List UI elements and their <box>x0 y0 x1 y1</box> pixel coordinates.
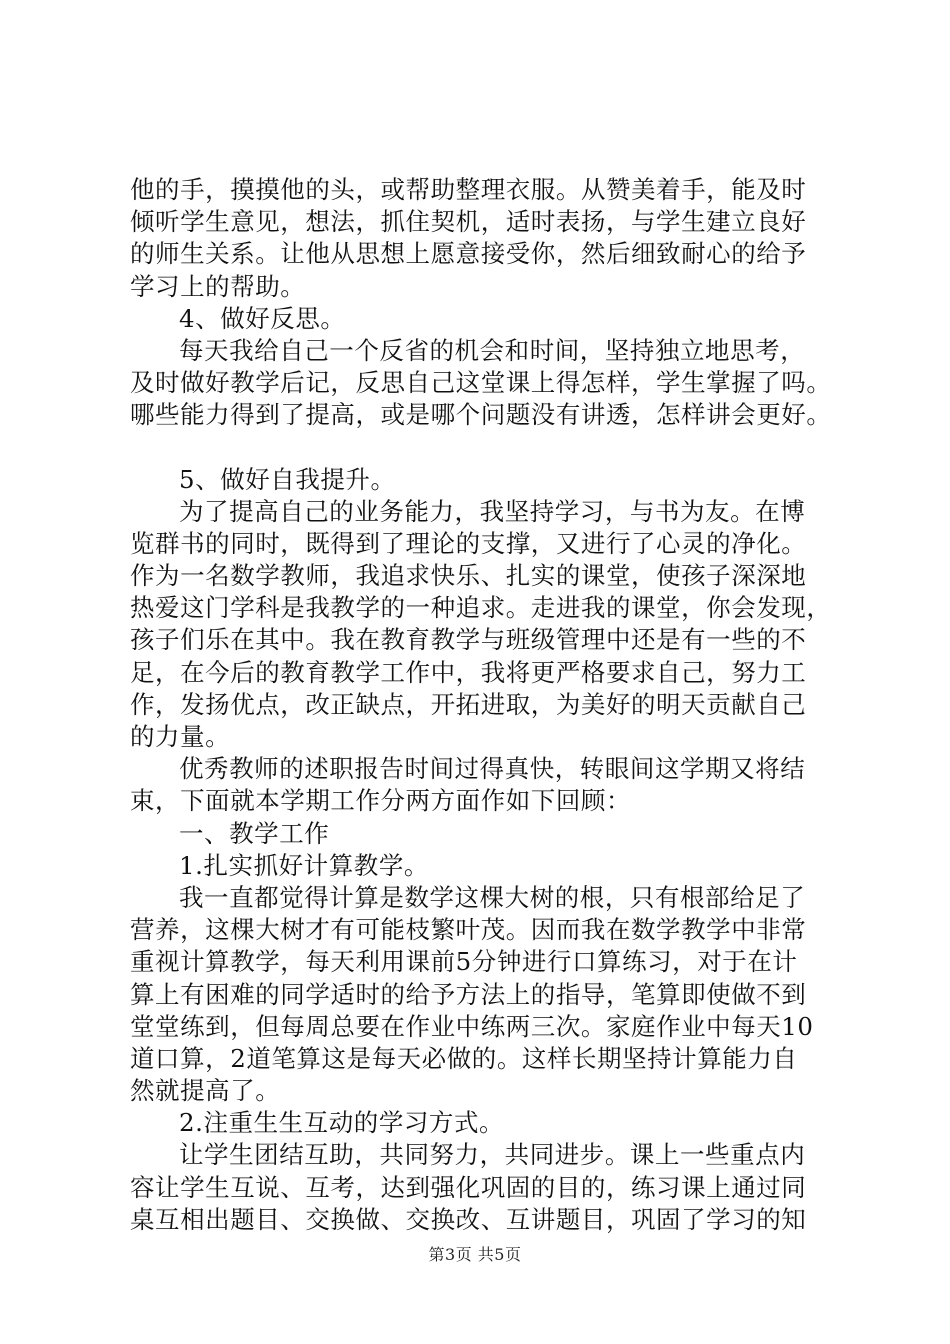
text-line: 优秀教师的述职报告时间过得真快，转眼间这学期又将结 <box>179 754 806 784</box>
text-line: 束，下面就本学期工作分两方面作如下回顾： <box>130 786 631 816</box>
paragraph-gap <box>130 432 830 464</box>
page-number-footer: 第3页 共5页 <box>428 1245 522 1264</box>
section-heading-teaching-work: 一、教学工作 <box>179 818 330 848</box>
text-line: 倾听学生意见，想法，抓住契机，适时表扬，与学生建立良好 <box>130 207 807 237</box>
text-line: 容让学生互说、互考，达到强化巩固的目的，练习课上通过同 <box>130 1172 807 1202</box>
text-line: 的力量。 <box>130 722 231 751</box>
text-line: 作，发扬优点，改正缺点，开拓进取，为美好的明天贡献自己 <box>130 689 807 719</box>
text-line: 让学生团结互助，共同努力，共同进步。课上一些重点内 <box>179 1140 806 1170</box>
text-line: 作为一名数学教师，我追求快乐、扎实的课堂，使孩子深深地 <box>130 561 807 591</box>
text-line: 算上有困难的同学适时的给予方法上的指导，笔算即使做不到 <box>130 979 807 1009</box>
subsection-heading-calculation: 1.扎实抓好计算教学。 <box>179 850 429 880</box>
text-line: 览群书的同时，既得到了理论的支撑，又进行了心灵的净化。 <box>130 528 807 558</box>
text-line: 足，在今后的教育教学工作中，我将更严格要求自己，努力工 <box>130 657 807 687</box>
text-line: 哪些能力得到了提高，或是哪个问题没有讲透，怎样讲会更好。 <box>130 400 832 430</box>
text-line: 然就提高了。 <box>130 1076 281 1106</box>
text-line: 孩子们乐在其中。我在教育教学与班级管理中还是有一些的不 <box>130 625 807 655</box>
document-body <box>130 174 830 1236</box>
section-heading-reflection: 4、做好反思。 <box>179 303 346 333</box>
text-line: 及时做好教学后记，反思自己这堂课上得怎样，学生掌握了吗。 <box>130 368 832 398</box>
text-line: 道口算，2道笔算这是每天必做的。这样长期坚持计算能力自 <box>130 1043 798 1073</box>
text-line: 营养，这棵大树才有可能枝繁叶茂。因而我在数学教学中非常 <box>130 915 807 945</box>
subsection-heading-interaction: 2.注重生生互动的学习方式。 <box>179 1108 505 1138</box>
section-heading-self-improvement: 5、做好自我提升。 <box>179 464 396 494</box>
text-line: 每天我给自己一个反省的机会和时间，坚持独立地思考， <box>179 335 806 365</box>
text-line: 热爱这门学科是我教学的一种追求。走进我的课堂，你会发现， <box>130 593 832 623</box>
text-line: 他的手，摸摸他的头，或帮助整理衣服。从赞美着手，能及时 <box>130 175 807 204</box>
text-line: 的师生关系。让他从思想上愿意接受你，然后细致耐心的给予 <box>130 239 807 269</box>
text-line: 堂堂练到，但每周总要在作业中练两三次。家庭作业中每天10 <box>130 1011 814 1041</box>
text-line: 桌互相出题目、交换做、交换改、互讲题目，巩固了学习的知 <box>130 1204 807 1234</box>
text-line: 为了提高自己的业务能力，我坚持学习，与书为友。在博 <box>179 496 806 526</box>
text-line: 学习上的帮助。 <box>130 271 306 301</box>
text-line: 重视计算教学，每天利用课前5分钟进行口算练习，对于在计 <box>130 947 798 977</box>
text-line: 我一直都觉得计算是数学这棵大树的根，只有根部给足了 <box>179 882 806 912</box>
